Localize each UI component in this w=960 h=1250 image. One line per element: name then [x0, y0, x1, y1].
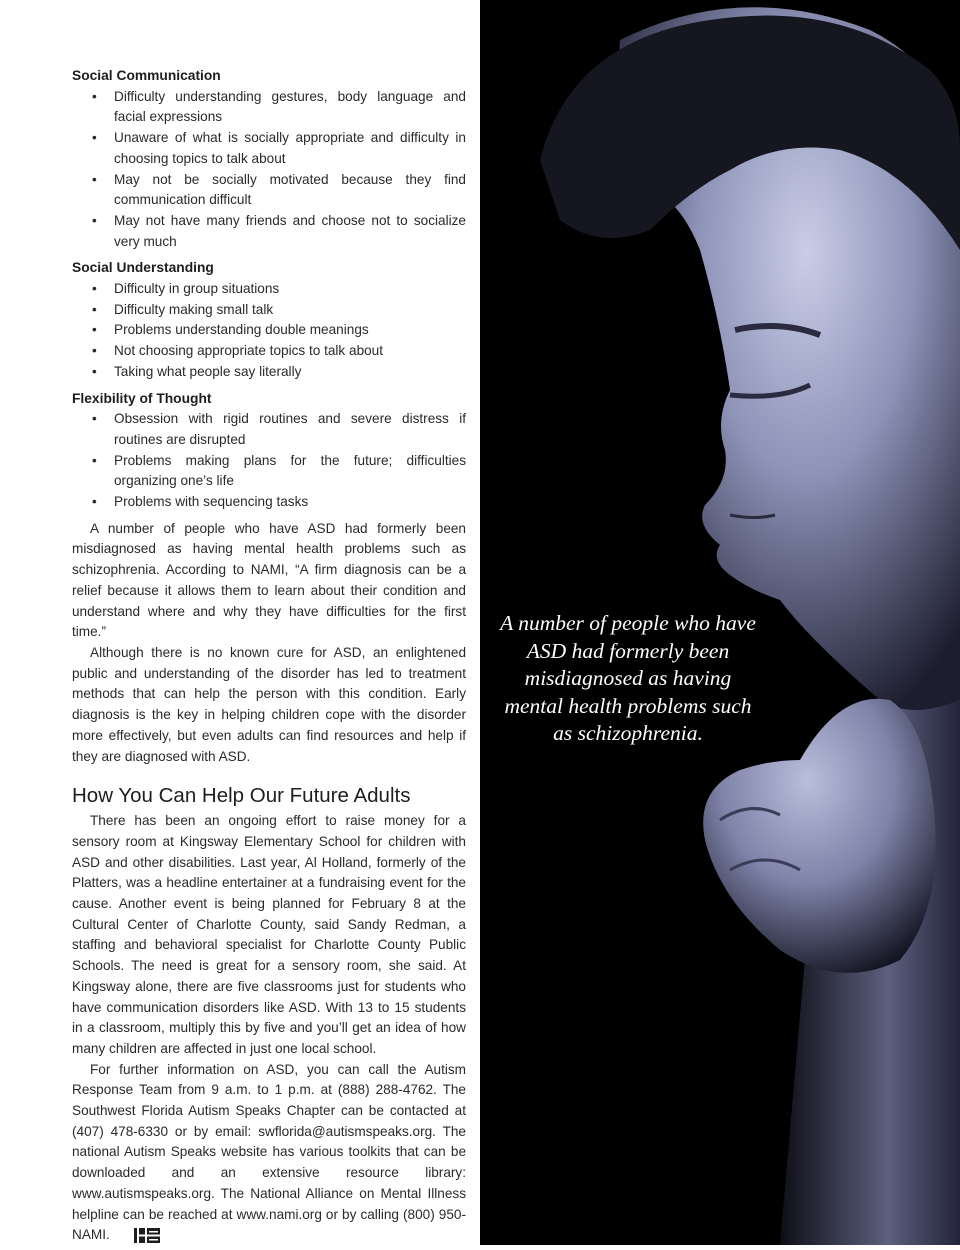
body-paragraph: Although there is no known cure for ASD, an enlightened public and understanding of the disorder has led to treatment methods that can help the person with this condition. Early diagnosis is the key in helping children cope with the disorder more effectively, but even adults can find resources and help if they are diagnosed with ASD.	[72, 644, 466, 764]
bullet-item: • Not choosing appropriate topics to talk about	[114, 341, 466, 362]
magazine-end-mark-icon	[116, 1228, 142, 1243]
body-paragraph: A number of people who have ASD had formerly been misdiagnosed as having mental health problems such as schizophrenia. According to NAMI, “A firm diagnosis can be a relief because it allows them to learn about their condition and understand where and why they have difficulties for the first time.”	[72, 520, 466, 640]
symptom-section-social-understanding	[72, 258, 466, 382]
bullet-item: • Obsession with rigid routines and severe distress if routines are disrupted	[114, 409, 466, 450]
bullet-item: • Taking what people say literally	[114, 362, 466, 383]
help-paragraph: There has been an ongoing effort to raise money for a sensory room at Kingsway Elementary School for children with ASD and other disabilities. Last year, Al Holland, formerly of the Platters, was a headline entertainer at a fundraising event for the cause. Another event is being planned for February 8 at the Cultural Center of Charlotte County, said Sandy Redman, a staffing and behavioral specialist for Charlotte County Public Schools. The need is great for a sensory room, she said. At Kingsway alone, there are five classrooms just for students who have communication disorders like ASD. With 13 to 15 students in a classroom, multiply this by five and you’ll get an idea of how many children are affected in just one local school.	[72, 813, 466, 1056]
section-heading: Social Communication	[72, 68, 221, 83]
bullet-item: • Problems with sequencing tasks	[114, 492, 466, 513]
bullet-item: • Problems making plans for the future; difficulties organizing one’s life	[114, 451, 466, 492]
bullet-item: • May not be socially motivated because they find communication difficult	[114, 170, 466, 211]
bullet-item: • Unaware of what is socially appropriate and difficulty in choosing topics to talk about	[114, 128, 466, 169]
symptom-section-flexibility-of-thought	[72, 389, 466, 513]
help-paragraph-contact	[72, 1060, 466, 1246]
bullet-item: • Problems understanding double meanings	[114, 320, 466, 341]
help-paragraph-contact-text: For further information on ASD, you can call the Autism Response Team from 9 a.m. to 1 p.m. at (888) 288-4762. The Southwest Florida Autism Speaks Chapter can be contacted at (407) 478-6330 or by email: swflorida@autismspeaks.org. The national Autism Speaks website has various toolkits that can be downloaded and an extensive resource library: www.autismspeaks.org. The National Alliance on Mental Illness helpline can be reached at www.nami.org or by calling (800) 950-NAMI.	[72, 1061, 466, 1243]
bullet-list	[72, 409, 466, 513]
bullet-list	[72, 87, 466, 253]
bullet-item: • May not have many friends and choose not to socialize very much	[114, 211, 466, 252]
section-heading: Social Understanding	[72, 260, 214, 276]
bullet-list	[72, 279, 466, 383]
body-paragraphs	[72, 519, 466, 767]
section-heading: Flexibility of Thought	[72, 390, 212, 406]
article-left-column	[72, 66, 466, 1246]
help-section-heading: How You Can Help Our Future Adults	[72, 784, 411, 808]
bullet-item: • Difficulty understanding gestures, body language and facial expressions	[114, 87, 466, 128]
pull-quote: A number of people who have ASD had formerly been misdiagnosed as having mental health problems such as schizophrenia.	[500, 611, 756, 745]
bullet-item: • Difficulty making small talk	[114, 300, 466, 321]
bullet-item: • Difficulty in group situations	[114, 279, 466, 300]
symptom-section-social-communication	[72, 66, 466, 252]
